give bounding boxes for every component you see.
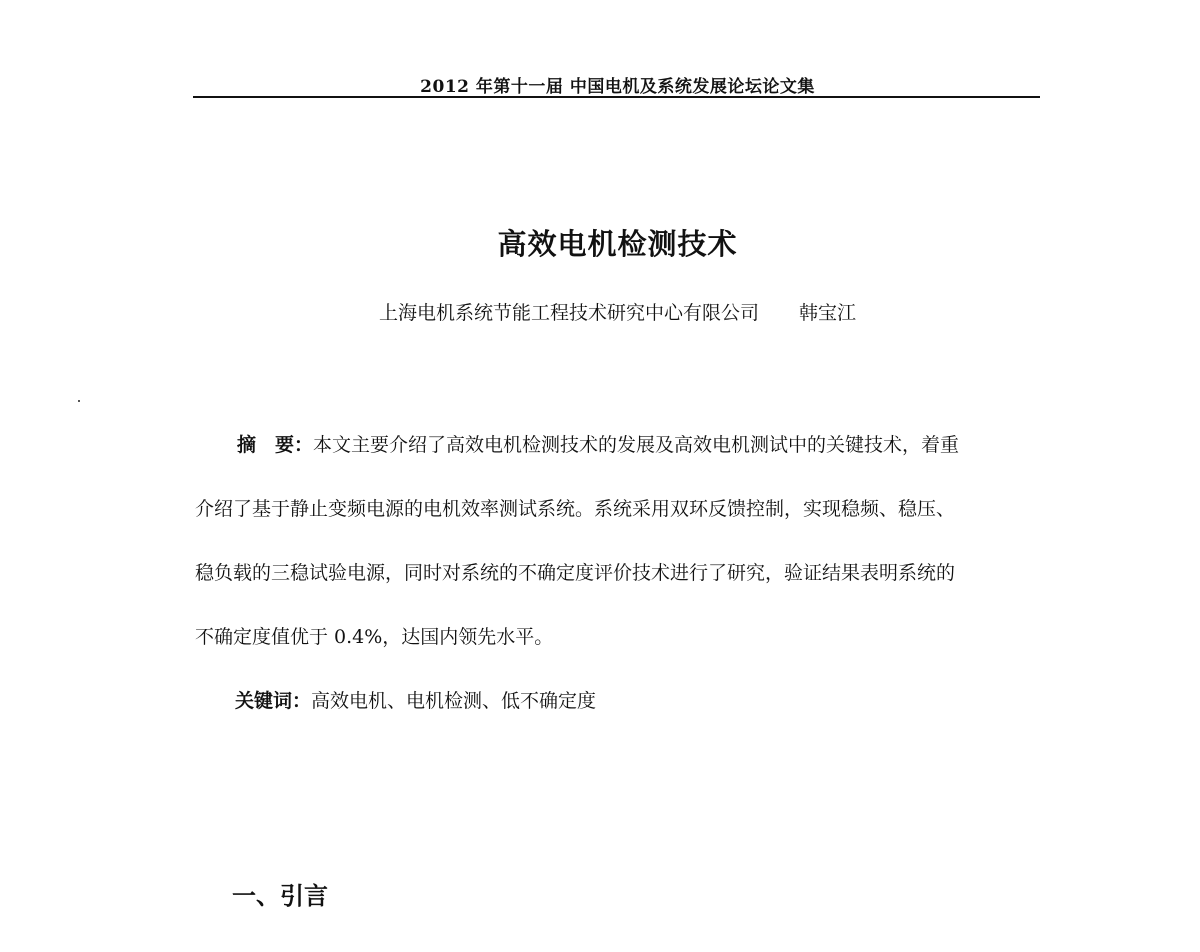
- header-rule: [193, 96, 1040, 98]
- abstract-label: 摘 要：: [237, 434, 314, 456]
- abstract-text-1: 本文主要介绍了高效电机检测技术的发展及高效电机测试中的关键技术，着重: [313, 434, 960, 456]
- author: 韩宝江: [799, 302, 857, 324]
- keywords-text: 高效电机、电机检测、低不确定度: [311, 690, 597, 712]
- running-header: 2012 年第十一届 中国电机及系统发展论坛论文集: [420, 77, 815, 97]
- scan-dot: [78, 400, 80, 402]
- affiliation: 上海电机系统节能工程技术研究中心有限公司: [378, 302, 759, 324]
- affiliation-line: [195, 298, 1040, 325]
- section-heading-introduction: 一、引言: [232, 882, 328, 910]
- abstract-line-2: 介绍了基于静止变频电源的电机效率测试系统。系统采用双环反馈控制，实现稳频、稳压、: [195, 498, 956, 520]
- abstract-line-3: 稳负载的三稳试验电源，同时对系统的不确定度评价技术进行了研究，验证结果表明系统的: [195, 562, 956, 584]
- keywords-line: [195, 686, 1040, 713]
- paper-title: 高效电机检测技术: [497, 227, 738, 261]
- abstract-line-1: [195, 430, 1040, 457]
- keywords-label: 关键词：: [235, 690, 312, 712]
- abstract-line-4: 不确定度值优于 0.4%，达国内领先水平。: [195, 626, 554, 648]
